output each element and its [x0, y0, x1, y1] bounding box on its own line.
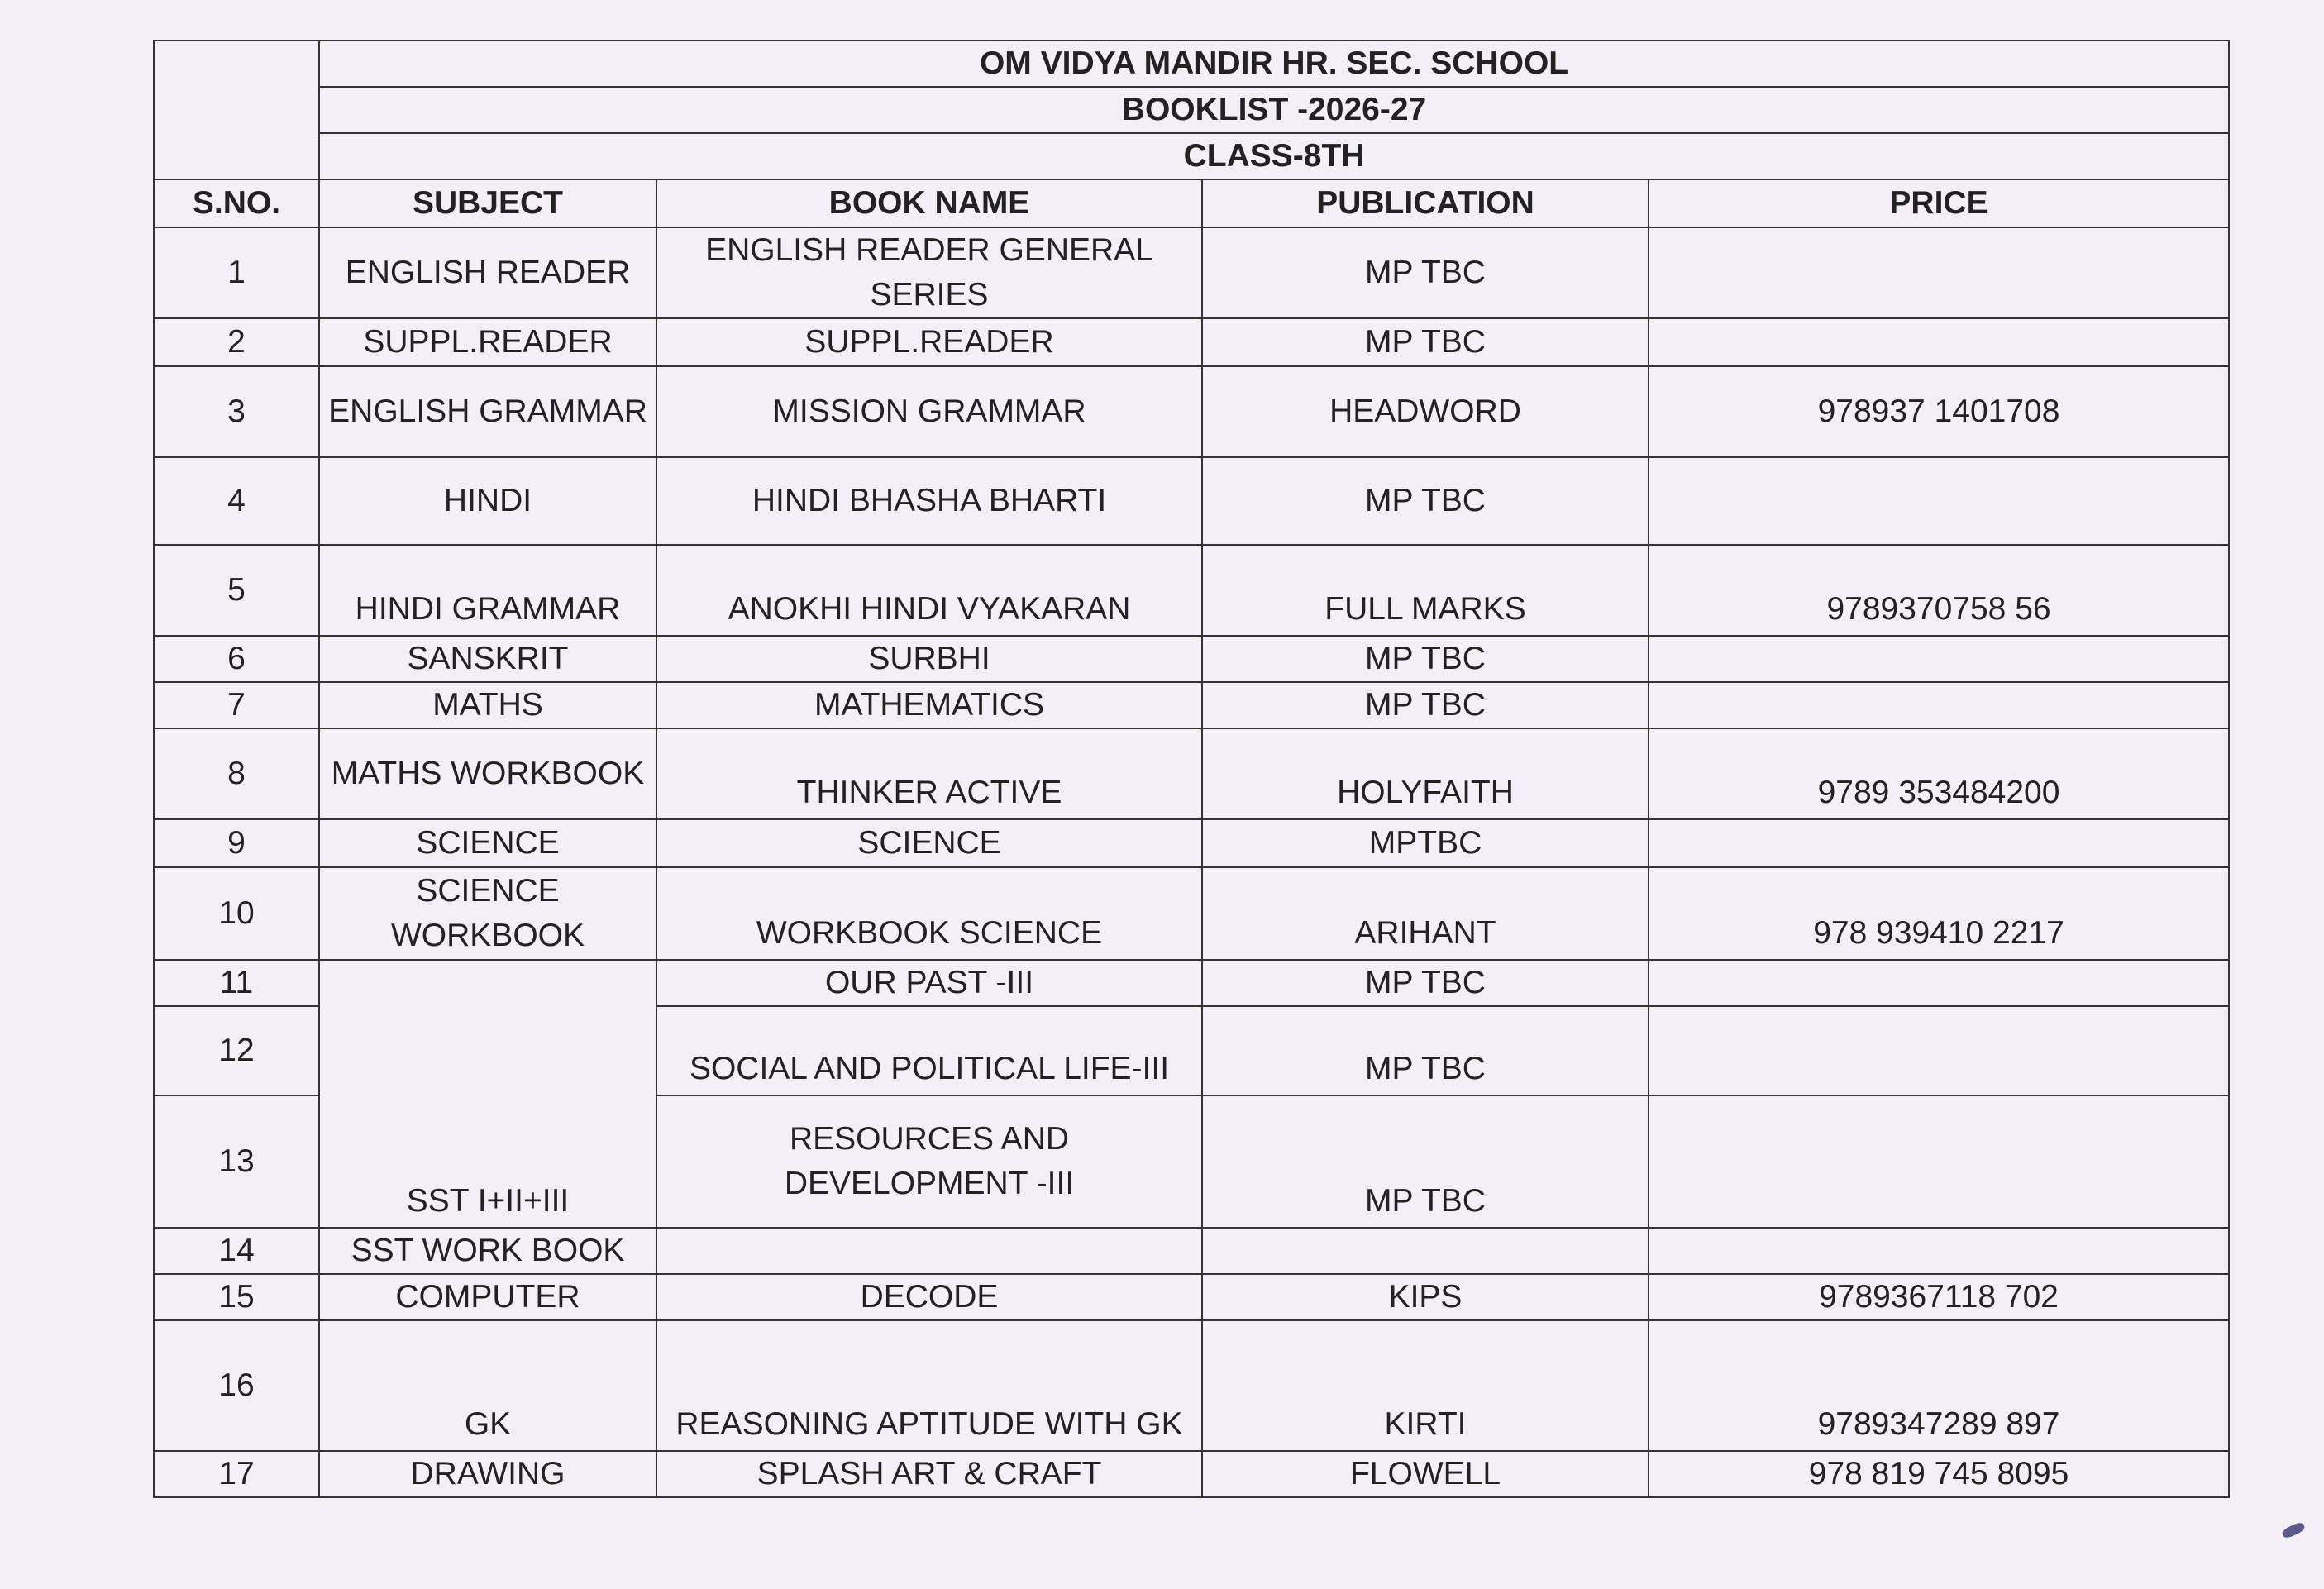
publication-cell: MP TBC: [1202, 636, 1649, 682]
table-row: [154, 1451, 2229, 1497]
subject-cell: SCIENCE: [319, 819, 656, 867]
subject-cell: SANSKRIT: [319, 636, 656, 682]
price-cell: [1649, 1006, 2229, 1095]
subject-cell: GK: [319, 1320, 656, 1451]
subject-cell: COMPUTER: [319, 1274, 656, 1320]
sno-cell: 11: [154, 960, 319, 1006]
publication-cell: [1202, 1228, 1649, 1274]
publication-cell: ARIHANT: [1202, 867, 1649, 960]
subject-cell: MATHS WORKBOOK: [319, 728, 656, 819]
book-cell: MATHEMATICS: [656, 682, 1202, 728]
price-cell: 9789 353484200: [1649, 728, 2229, 819]
price-cell: 978 819 745 8095: [1649, 1451, 2229, 1497]
publication-cell: MP TBC: [1202, 318, 1649, 366]
price-cell: [1649, 318, 2229, 366]
publication-cell: MP TBC: [1202, 682, 1649, 728]
sno-cell: 4: [154, 457, 319, 545]
booklist-title: BOOKLIST -2026-27: [319, 87, 2229, 133]
class-title: CLASS-8TH: [319, 133, 2229, 179]
book-cell: [656, 1228, 1202, 1274]
sno-cell: 5: [154, 545, 319, 636]
table-row: [154, 1320, 2229, 1451]
column-header-subject: SUBJECT: [319, 179, 656, 227]
book-cell: REASONING APTITUDE WITH GK: [656, 1320, 1202, 1451]
subject-cell: SST WORK BOOK: [319, 1228, 656, 1274]
sno-cell: 9: [154, 819, 319, 867]
price-cell: [1649, 636, 2229, 682]
table-row: [154, 819, 2229, 867]
publication-cell: KIRTI: [1202, 1320, 1649, 1451]
book-cell: MISSION GRAMMAR: [656, 366, 1202, 457]
column-header-price: PRICE: [1649, 179, 2229, 227]
publication-cell: MPTBC: [1202, 819, 1649, 867]
sno-cell: 3: [154, 366, 319, 457]
book-cell: WORKBOOK SCIENCE: [656, 867, 1202, 960]
sno-cell: 16: [154, 1320, 319, 1451]
sno-cell: 1: [154, 227, 319, 318]
table-row: [154, 545, 2229, 636]
publication-cell: MP TBC: [1202, 457, 1649, 545]
subject-cell: HINDI: [319, 457, 656, 545]
sno-cell: 15: [154, 1274, 319, 1320]
table-row: [154, 366, 2229, 457]
ink-mark: [2281, 1521, 2306, 1540]
school-name: OM VIDYA MANDIR HR. SEC. SCHOOL: [319, 41, 2229, 87]
table-row: [154, 457, 2229, 545]
book-cell: ANOKHI HINDI VYAKARAN: [656, 545, 1202, 636]
price-cell: 978937 1401708: [1649, 366, 2229, 457]
sno-cell: 10: [154, 867, 319, 960]
column-header-row: [154, 179, 2229, 227]
subject-cell: SUPPL.READER: [319, 318, 656, 366]
blank-cell: [154, 41, 319, 87]
price-cell: 978 939410 2217: [1649, 867, 2229, 960]
price-cell: [1649, 227, 2229, 318]
book-cell: RESOURCES AND DEVELOPMENT -III: [656, 1095, 1202, 1228]
table-row: [154, 227, 2229, 318]
sno-cell: 2: [154, 318, 319, 366]
sno-cell: 6: [154, 636, 319, 682]
book-cell: SCIENCE: [656, 819, 1202, 867]
book-cell: DECODE: [656, 1274, 1202, 1320]
subject-cell: SCIENCE WORKBOOK: [319, 867, 656, 960]
table-row: [154, 867, 2229, 960]
price-cell: [1649, 682, 2229, 728]
price-cell: 9789347289 897: [1649, 1320, 2229, 1451]
book-cell: SPLASH ART & CRAFT: [656, 1451, 1202, 1497]
publication-cell: FLOWELL: [1202, 1451, 1649, 1497]
subject-cell: SST I+II+III: [319, 960, 656, 1228]
column-header-sno: S.NO.: [154, 179, 319, 227]
sno-cell: 8: [154, 728, 319, 819]
publication-cell: KIPS: [1202, 1274, 1649, 1320]
book-cell: SUPPL.READER: [656, 318, 1202, 366]
price-cell: [1649, 457, 2229, 545]
sno-cell: 14: [154, 1228, 319, 1274]
table-row: [154, 728, 2229, 819]
booklist-table: [153, 40, 2230, 1498]
publication-cell: HOLYFAITH: [1202, 728, 1649, 819]
blank-cell: [154, 133, 319, 179]
price-cell: 9789370758 56: [1649, 545, 2229, 636]
publication-cell: HEADWORD: [1202, 366, 1649, 457]
table-row: [154, 682, 2229, 728]
sno-cell: 13: [154, 1095, 319, 1228]
subject-cell: HINDI GRAMMAR: [319, 545, 656, 636]
price-cell: [1649, 819, 2229, 867]
price-cell: 9789367118 702: [1649, 1274, 2229, 1320]
price-cell: [1649, 1228, 2229, 1274]
book-cell: THINKER ACTIVE: [656, 728, 1202, 819]
column-header-publication: PUBLICATION: [1202, 179, 1649, 227]
table-row: [154, 636, 2229, 682]
book-cell: HINDI BHASHA BHARTI: [656, 457, 1202, 545]
table-row: [154, 960, 2229, 1006]
sno-cell: 7: [154, 682, 319, 728]
publication-cell: MP TBC: [1202, 227, 1649, 318]
subject-cell: MATHS: [319, 682, 656, 728]
subject-cell: ENGLISH GRAMMAR: [319, 366, 656, 457]
table-row: [154, 1228, 2229, 1274]
subject-cell: ENGLISH READER: [319, 227, 656, 318]
price-cell: [1649, 1095, 2229, 1228]
book-cell: OUR PAST -III: [656, 960, 1202, 1006]
table-row: [154, 1274, 2229, 1320]
sno-cell: 17: [154, 1451, 319, 1497]
publication-cell: MP TBC: [1202, 1095, 1649, 1228]
publication-cell: MP TBC: [1202, 960, 1649, 1006]
column-header-book-name: BOOK NAME: [656, 179, 1202, 227]
price-cell: [1649, 960, 2229, 1006]
publication-cell: FULL MARKS: [1202, 545, 1649, 636]
blank-cell: [154, 87, 319, 133]
book-cell: ENGLISH READER GENERAL SERIES: [656, 227, 1202, 318]
sno-cell: 12: [154, 1006, 319, 1095]
book-cell: SOCIAL AND POLITICAL LIFE-III: [656, 1006, 1202, 1095]
subject-cell: DRAWING: [319, 1451, 656, 1497]
table-row: [154, 318, 2229, 366]
book-cell: SURBHI: [656, 636, 1202, 682]
publication-cell: MP TBC: [1202, 1006, 1649, 1095]
